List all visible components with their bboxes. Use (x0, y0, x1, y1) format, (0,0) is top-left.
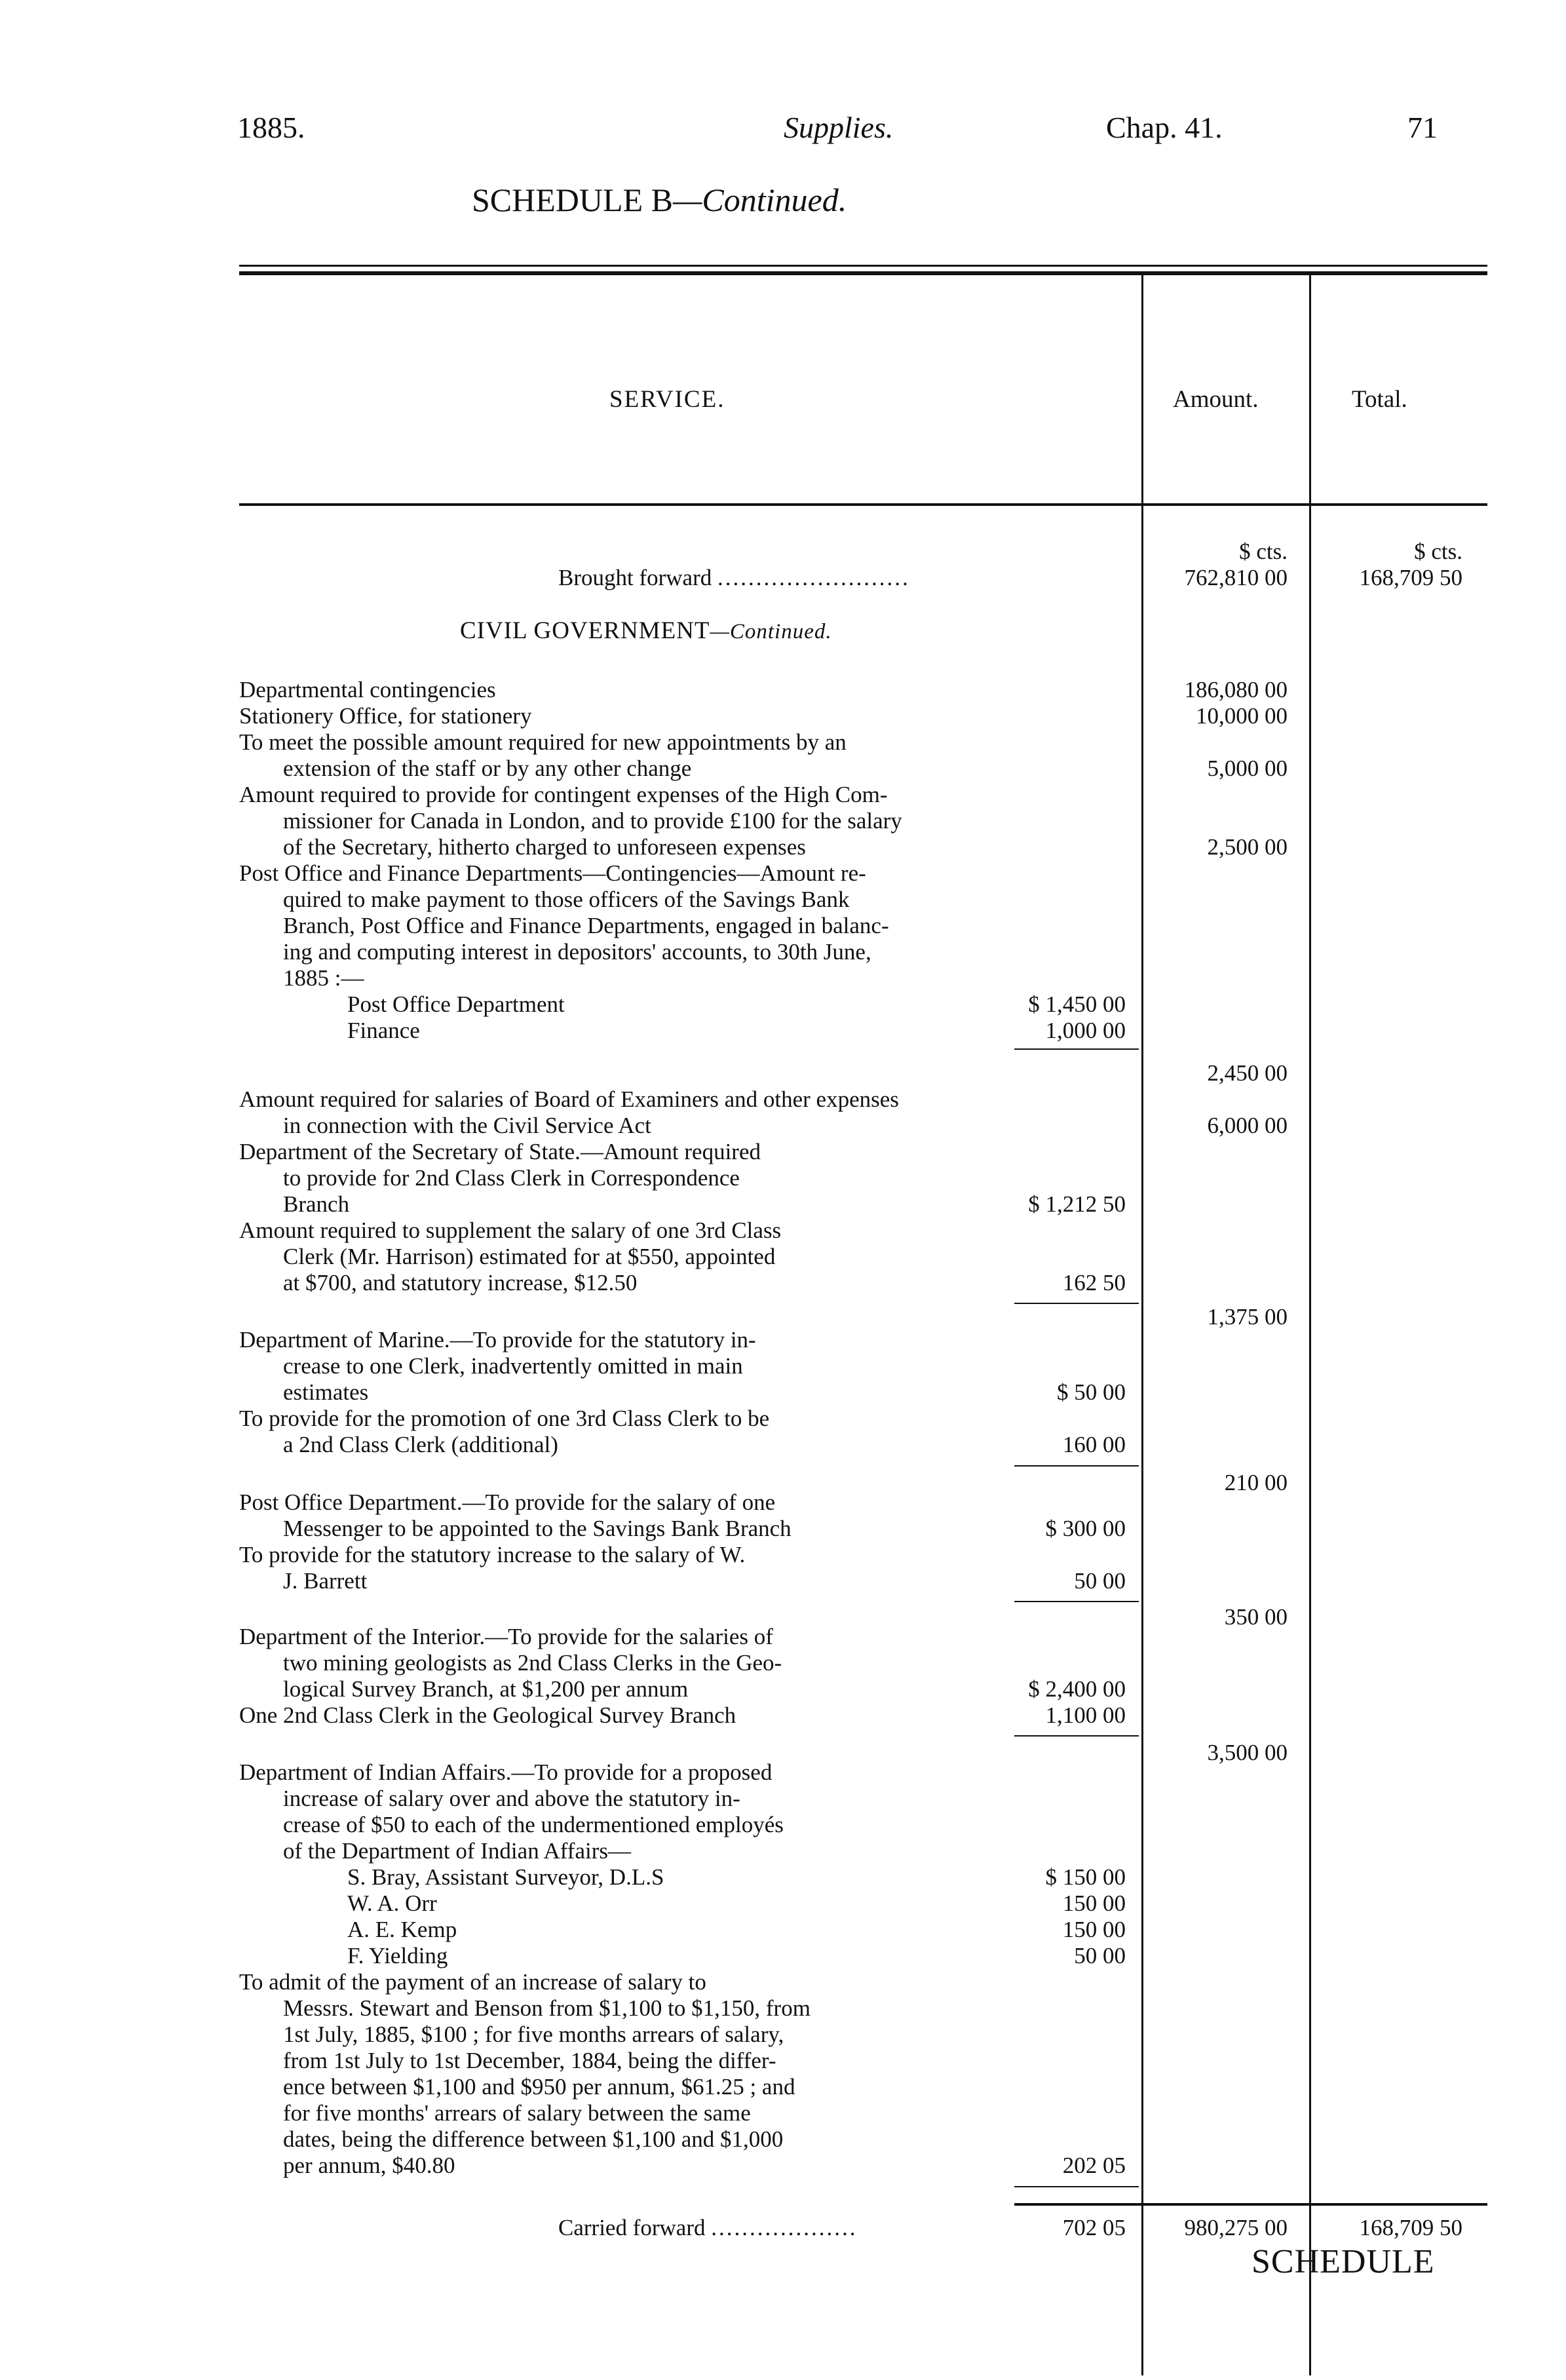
item-harrison-supplement-cont-2: at $700, and statutory increase, $12.50 (283, 1270, 638, 1296)
subtotal-rule (1014, 1601, 1139, 1602)
sub-post-office-department: Post Office Department (347, 991, 565, 1017)
page-year: 1885. (237, 111, 305, 144)
carried-forward-rule (1014, 2203, 1487, 2206)
carried-forward-amount: 980,275 00 (1184, 2215, 1288, 2240)
item-post-office-finance: Post Office and Finance Departments—Contingencies—Amount re- (239, 860, 866, 886)
top-rule-thin (239, 265, 1487, 267)
section-heading: CIVIL GOVERNMENT—Continued. (460, 617, 832, 644)
item-new-appointments-cont: extension of the staff or by any other change (283, 756, 692, 781)
item-barrett-increase: To provide for the statutory increase to the salary of W. (239, 1542, 746, 1567)
item-stewart-benson-cont-1: Messrs. Stewart and Benson from $1,100 to $1,150, from (283, 1995, 811, 2021)
sub-a-e-kemp: A. E. Kemp (347, 1917, 457, 1942)
item-high-commissioner: Amount required to provide for contingent expenses of the High Com- (239, 782, 888, 807)
amount-value: 210 00 (1224, 1470, 1288, 1495)
inner-value: $ 150 00 (1045, 1864, 1126, 1890)
sub-s-bray: S. Bray, Assistant Surveyor, D.L.S (347, 1864, 664, 1890)
item-indian-affairs: Department of Indian Affairs.—To provide for a proposed (239, 1759, 773, 1785)
item-marine-promotion: To provide for the promotion of one 3rd Class Clerk to be (239, 1406, 770, 1431)
inner-value: 1,000 00 (1045, 1018, 1126, 1043)
item-post-office-finance-cont-2: Branch, Post Office and Finance Departments, engaged in balanc- (283, 913, 889, 938)
column-head-total: Total. (1352, 386, 1407, 413)
schedule-title (472, 181, 847, 219)
inner-value: 150 00 (1062, 1891, 1126, 1916)
catchword: SCHEDULE (1251, 2243, 1435, 2280)
sub-finance: Finance (347, 1018, 420, 1043)
inner-value: 50 00 (1074, 1943, 1126, 1968)
item-department-of-marine-cont-2: estimates (283, 1379, 369, 1405)
item-indian-affairs-cont-2: crease of $50 to each of the undermentioned employés (283, 1812, 784, 1837)
header-bottom-rule (239, 503, 1487, 506)
total-units: $ cts. (1414, 539, 1462, 564)
amount-value: 2,500 00 (1207, 834, 1288, 860)
inner-value: $ 300 00 (1045, 1516, 1126, 1541)
carried-forward-inner: 702 05 (1062, 2215, 1126, 2240)
inner-value: $ 1,450 00 (1028, 991, 1126, 1017)
item-stewart-benson-cont-2: 1st July, 1885, $100 ; for five months arrears of salary, (283, 2022, 784, 2047)
inner-value: $ 50 00 (1057, 1379, 1126, 1405)
amount-value: 10,000 00 (1196, 703, 1288, 729)
item-board-of-examiners-cont: in connection with the Civil Service Act (283, 1113, 651, 1138)
carried-forward-total: 168,709 50 (1359, 2215, 1462, 2240)
item-secretary-of-state: Department of the Secretary of State.—Amount required (239, 1139, 761, 1164)
inner-value: 162 50 (1062, 1270, 1126, 1296)
item-department-of-marine-cont-1: crease to one Clerk, inadvertently omitted in main (283, 1353, 743, 1379)
item-department-of-interior: Department of the Interior.—To provide for the salaries of (239, 1624, 773, 1649)
amount-value: 186,080 00 (1184, 677, 1288, 702)
column-head-service: SERVICE. (609, 386, 725, 413)
item-stewart-benson-cont-3: from 1st July to 1st December, 1884, being the differ- (283, 2048, 776, 2073)
item-high-commissioner-cont-2: of the Secretary, hitherto charged to unforeseen expenses (283, 834, 806, 860)
amount-value: 1,375 00 (1207, 1304, 1288, 1330)
subtotal-rule (1014, 2186, 1139, 2187)
item-post-office-messenger-cont: Messenger to be appointed to the Savings Bank Branch (283, 1516, 792, 1541)
item-harrison-supplement-cont-1: Clerk (Mr. Harrison) estimated for at $550, appointed (283, 1244, 776, 1269)
amount-units: $ cts. (1239, 539, 1288, 564)
amount-value: 350 00 (1224, 1604, 1288, 1630)
sub-f-yielding: F. Yielding (347, 1943, 448, 1968)
item-board-of-examiners: Amount required for salaries of Board of Examiners and other expenses (239, 1086, 899, 1112)
schedule-title-suffix: —Continued. (672, 182, 847, 218)
item-high-commissioner-cont-1: missioner for Canada in London, and to provide £100 for the salary (283, 808, 902, 834)
amount-value: 2,450 00 (1207, 1060, 1288, 1086)
item-department-of-interior-cont-1: two mining geologists as 2nd Class Clerks in the Geo- (283, 1650, 782, 1676)
item-stewart-benson-cont-4: ence between $1,100 and $950 per annum, $61.25 ; and (283, 2074, 795, 2100)
item-new-appointments: To meet the possible amount required for new appointments by an (239, 729, 847, 755)
amount-value: 6,000 00 (1207, 1113, 1288, 1138)
item-post-office-finance-cont-3: ing and computing interest in depositors' accounts, to 30th June, (283, 939, 871, 965)
column-head-amount: Amount. (1173, 386, 1259, 413)
running-title: Supplies. (784, 111, 894, 144)
item-harrison-supplement: Amount required to supplement the salary of one 3rd Class (239, 1218, 782, 1243)
top-rule-thick (239, 271, 1487, 275)
item-geological-clerk: One 2nd Class Clerk in the Geological Survey Branch (239, 1702, 736, 1728)
amount-value: 5,000 00 (1207, 756, 1288, 781)
item-marine-promotion-cont: a 2nd Class Clerk (additional) (283, 1432, 558, 1457)
subtotal-rule (1014, 1303, 1139, 1304)
item-stewart-benson-cont-6: dates, being the difference between $1,100 and $1,000 (283, 2126, 784, 2152)
item-secretary-of-state-cont-1: to provide for 2nd Class Clerk in Correspondence (283, 1165, 740, 1191)
amount-value: 3,500 00 (1207, 1740, 1288, 1765)
inner-value: 50 00 (1074, 1568, 1126, 1594)
item-indian-affairs-cont-1: increase of salary over and above the statutory in- (283, 1786, 740, 1811)
brought-forward-amount: 762,810 00 (1184, 565, 1288, 590)
inner-value: 150 00 (1062, 1917, 1126, 1942)
item-barrett-increase-cont: J. Barrett (283, 1568, 368, 1594)
item-stewart-benson-cont-5: for five months' arrears of salary between the same (283, 2100, 751, 2126)
carried-forward-label: Carried forward ................... (558, 2215, 858, 2240)
item-secretary-of-state-cont-2: Branch (283, 1191, 350, 1217)
subtotal-rule (1014, 1048, 1139, 1050)
item-stewart-benson-cont-7: per annum, $40.80 (283, 2153, 455, 2178)
item-indian-affairs-cont-3: of the Department of Indian Affairs— (283, 1838, 631, 1864)
item-stewart-benson: To admit of the payment of an increase of salary to (239, 1969, 706, 1995)
item-department-of-interior-cont-2: logical Survey Branch, at $1,200 per annum (283, 1676, 689, 1702)
inner-value: 160 00 (1062, 1432, 1126, 1457)
chapter-label: Chap. 41. (1106, 111, 1223, 144)
item-post-office-messenger: Post Office Department.—To provide for the salary of one (239, 1489, 776, 1515)
item-departmental-contingencies: Departmental contingencies (239, 677, 496, 702)
inner-value: 1,100 00 (1045, 1702, 1126, 1728)
item-post-office-finance-cont-4: 1885 :— (283, 965, 364, 991)
brought-forward-total: 168,709 50 (1359, 565, 1462, 590)
inner-value: 202 05 (1062, 2153, 1126, 2178)
brought-forward-label: Brought forward ......................... (558, 565, 910, 590)
subtotal-rule (1014, 1465, 1139, 1467)
subtotal-rule (1014, 1735, 1139, 1737)
item-department-of-marine: Department of Marine.—To provide for the statutory in- (239, 1327, 756, 1353)
sub-w-a-orr: W. A. Orr (347, 1891, 437, 1916)
page-number: 71 (1407, 111, 1438, 144)
inner-value: $ 2,400 00 (1028, 1676, 1126, 1702)
inner-value: $ 1,212 50 (1028, 1191, 1126, 1217)
item-stationery-office: Stationery Office, for stationery (239, 703, 532, 729)
item-post-office-finance-cont-1: quired to make payment to those officers of the Savings Bank (283, 887, 850, 912)
schedule-title-main: SCHEDULE B (472, 182, 673, 218)
